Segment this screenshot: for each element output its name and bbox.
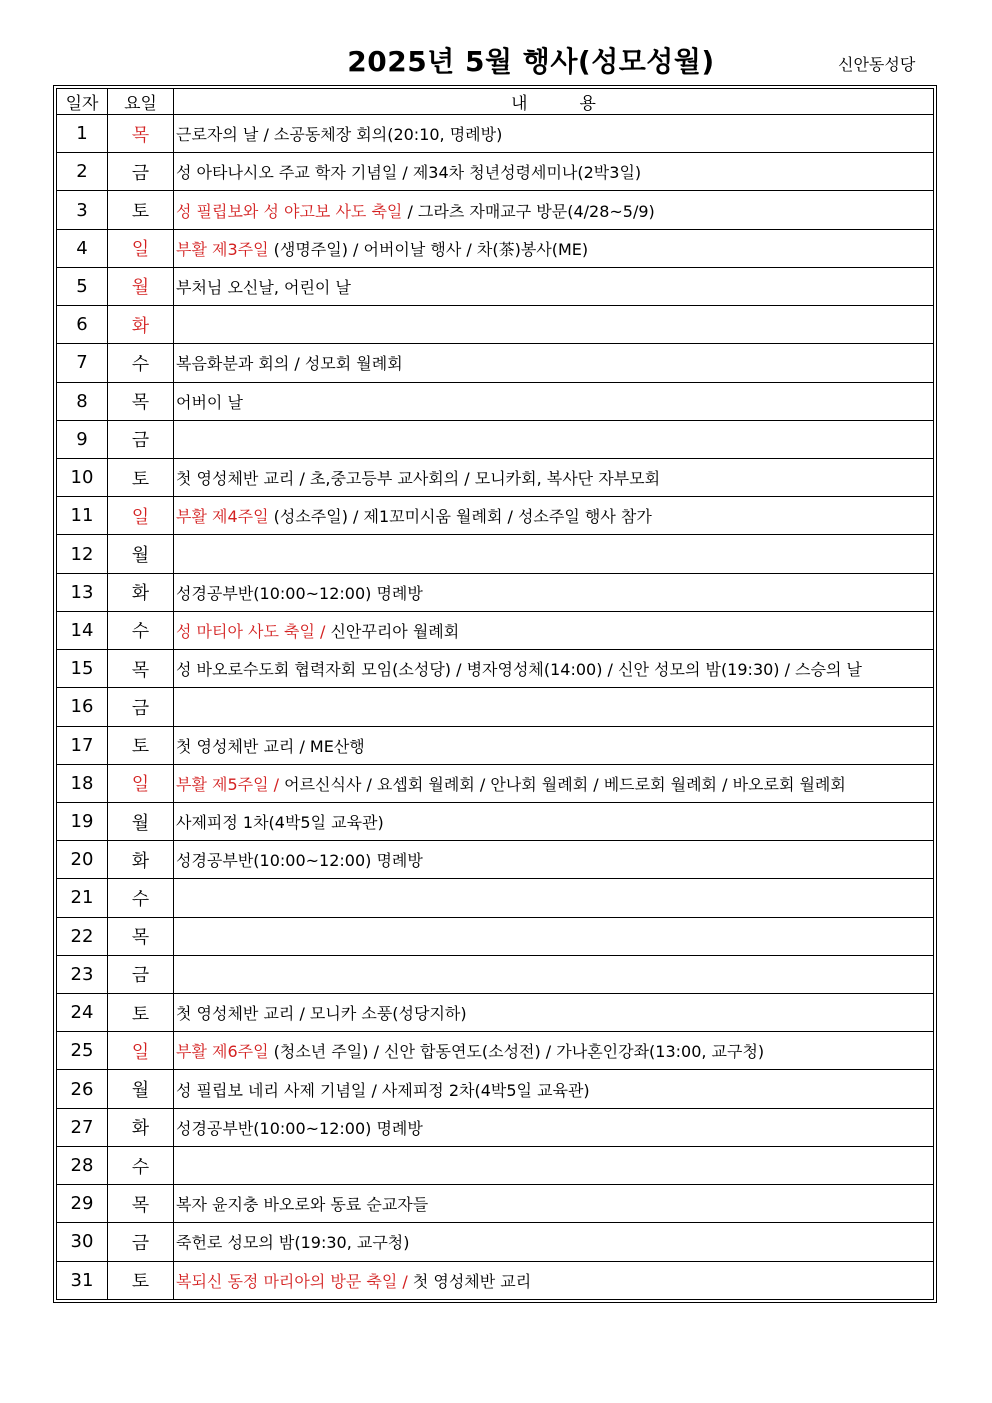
weekday-cell: 일 [108,1032,174,1070]
table-row [57,382,934,420]
event-text: 성 아타나시오 주교 학자 기념일 / 제34차 청년성령세미나(2박3일) [176,163,642,183]
content-cell [174,1070,934,1108]
content-cell [174,497,934,535]
weekday-cell: 일 [108,497,174,535]
table-row [57,420,934,458]
header-content-first: 내 [511,94,528,114]
table-row [57,726,934,764]
event-text: 성경공부반(10:00~12:00) 명례방 [176,1118,423,1138]
event-text: 첫 영성체반 교리 [407,1271,532,1291]
table-row [57,688,934,726]
event-text: 복자 윤지충 바오로와 동료 순교자들 [176,1195,429,1215]
day-cell: 14 [57,611,108,649]
content-cell [174,382,934,420]
weekday-cell: 목 [108,382,174,420]
weekday-cell: 화 [108,841,174,879]
header-content [174,89,934,115]
event-text: 첫 영성체반 교리 / ME산행 [176,736,365,756]
table-row [57,802,934,840]
highlight-text: 부활 제6주일 [176,1042,269,1062]
event-text: 신안꾸리아 월례회 [325,621,460,641]
highlight-text: 부활 제5주일 / [176,774,280,794]
content-cell [174,917,934,955]
content-cell [174,1261,934,1299]
table-row [57,1070,934,1108]
content-cell [174,344,934,382]
day-cell: 9 [57,420,108,458]
event-text: 성경공부반(10:00~12:00) 명례방 [176,583,423,603]
table-row [57,841,934,879]
table-row [57,879,934,917]
table-row [57,1223,934,1261]
content-cell [174,535,934,573]
schedule-table [56,88,934,1300]
highlight-text: 성 필립보와 성 야고보 사도 축일 [176,201,403,221]
content-cell [174,573,934,611]
highlight-text: 복되신 동정 마리아의 방문 축일 / [176,1271,408,1291]
table-row [57,1185,934,1223]
day-cell: 15 [57,650,108,688]
event-text: 부처님 오신날, 어린이 날 [176,277,351,297]
day-cell: 12 [57,535,108,573]
day-cell: 29 [57,1185,108,1223]
event-text: 사제피정 1차(4박5일 교육관) [176,813,384,833]
day-cell: 25 [57,1032,108,1070]
weekday-cell: 목 [108,1185,174,1223]
weekday-cell: 월 [108,267,174,305]
content-cell [174,994,934,1032]
content-cell [174,764,934,802]
header-weekday: 요일 [108,89,174,115]
day-cell: 22 [57,917,108,955]
weekday-cell: 수 [108,344,174,382]
content-cell [174,879,934,917]
content-cell [174,688,934,726]
event-text: / 그라츠 자매교구 방문(4/28~5/9) [402,201,655,221]
day-cell: 16 [57,688,108,726]
table-row [57,306,934,344]
day-cell: 28 [57,1146,108,1184]
table-row [57,1108,934,1146]
day-cell: 1 [57,115,108,153]
table-row [57,955,934,993]
content-cell [174,153,934,191]
event-text: 성경공부반(10:00~12:00) 명례방 [176,851,423,871]
day-cell: 24 [57,994,108,1032]
content-cell [174,650,934,688]
day-cell: 4 [57,229,108,267]
table-row [57,1146,934,1184]
weekday-cell: 금 [108,955,174,993]
table-row [57,611,934,649]
weekday-cell: 화 [108,306,174,344]
weekday-cell: 화 [108,573,174,611]
weekday-cell: 금 [108,420,174,458]
header-content-second: 용 [579,94,596,114]
weekday-cell: 토 [108,994,174,1032]
table-row [57,497,934,535]
table-row [57,650,934,688]
schedule-table-frame [53,85,937,1303]
content-cell [174,611,934,649]
table-row [57,229,934,267]
weekday-cell: 토 [108,1261,174,1299]
weekday-cell: 금 [108,153,174,191]
content-cell [174,1032,934,1070]
day-cell: 13 [57,573,108,611]
weekday-cell: 수 [108,611,174,649]
content-cell [174,1146,934,1184]
header-day: 일자 [57,89,108,115]
content-cell [174,955,934,993]
content-cell [174,841,934,879]
content-cell [174,191,934,229]
day-cell: 21 [57,879,108,917]
day-cell: 8 [57,382,108,420]
content-cell [174,1108,934,1146]
event-text: (청소년 주일) / 신안 합동연도(소성전) / 가나혼인강좌(13:00, 교구청) [268,1042,765,1062]
weekday-cell: 토 [108,726,174,764]
content-cell [174,306,934,344]
content-cell [174,420,934,458]
event-text: 어버이 날 [176,392,243,412]
day-cell: 26 [57,1070,108,1108]
weekday-cell: 금 [108,1223,174,1261]
table-row [57,458,934,496]
weekday-cell: 화 [108,1108,174,1146]
weekday-cell: 일 [108,764,174,802]
day-cell: 10 [57,458,108,496]
weekday-cell: 월 [108,1070,174,1108]
event-text: 성 필립보 네리 사제 기념일 / 사제피정 2차(4박5일 교육관) [176,1080,590,1100]
day-cell: 19 [57,802,108,840]
day-cell: 3 [57,191,108,229]
day-cell: 11 [57,497,108,535]
table-row [57,191,934,229]
table-row [57,1032,934,1070]
day-cell: 27 [57,1108,108,1146]
highlight-text: 성 마티아 사도 축일 / [176,621,326,641]
table-row [57,153,934,191]
content-cell [174,1185,934,1223]
day-cell: 20 [57,841,108,879]
day-cell: 5 [57,267,108,305]
event-text: 근로자의 날 / 소공동체장 회의(20:10, 명례방) [176,125,503,145]
weekday-cell: 금 [108,688,174,726]
content-cell [174,458,934,496]
content-cell [174,229,934,267]
table-row [57,764,934,802]
day-cell: 17 [57,726,108,764]
day-cell: 6 [57,306,108,344]
day-cell: 31 [57,1261,108,1299]
weekday-cell: 목 [108,650,174,688]
table-row [57,267,934,305]
weekday-cell: 목 [108,917,174,955]
table-row [57,115,934,153]
weekday-cell: 토 [108,458,174,496]
event-text: 어르신식사 / 요셉회 월례회 / 안나회 월례회 / 베드로회 월례회 / 바오로회 월례회 [279,774,846,794]
weekday-cell: 수 [108,1146,174,1184]
event-text: 첫 영성체반 교리 / 모니카 소풍(성당지하) [176,1004,467,1024]
event-text: (성소주일) / 제1꼬미시움 월례회 / 성소주일 행사 참가 [268,507,652,527]
highlight-text: 부활 제4주일 [176,507,269,527]
event-text: 복음화분과 회의 / 성모회 월례회 [176,354,403,374]
table-row [57,573,934,611]
content-cell [174,802,934,840]
content-cell [174,726,934,764]
weekday-cell: 월 [108,802,174,840]
weekday-cell: 목 [108,115,174,153]
content-cell [174,267,934,305]
table-row [57,917,934,955]
event-text: (생명주일) / 어버이날 행사 / 차(茶)봉사(ME) [268,239,589,259]
table-row [57,535,934,573]
table-row [57,1261,934,1299]
day-cell: 30 [57,1223,108,1261]
event-text: 성 바오로수도회 협력자회 모임(소성당) / 병자영성체(14:00) / 신안 성모의 밤(19:30) / 스승의 날 [176,660,863,680]
content-cell [174,1223,934,1261]
page-title: 2025년 5월 행사(성모성월) [347,45,715,78]
weekday-cell: 일 [108,229,174,267]
event-text: 죽헌로 성모의 밤(19:30, 교구청) [176,1233,410,1253]
table-row [57,994,934,1032]
day-cell: 18 [57,764,108,802]
day-cell: 2 [57,153,108,191]
highlight-text: 부활 제3주일 [176,239,269,259]
table-header-row [57,89,934,115]
content-cell [174,115,934,153]
event-text: 첫 영성체반 교리 / 초,중고등부 교사회의 / 모니카회, 복사단 자부모회 [176,469,661,489]
day-cell: 7 [57,344,108,382]
weekday-cell: 월 [108,535,174,573]
table-row [57,344,934,382]
day-cell: 23 [57,955,108,993]
weekday-cell: 수 [108,879,174,917]
weekday-cell: 토 [108,191,174,229]
parish-name: 신안동성당 [838,55,916,74]
